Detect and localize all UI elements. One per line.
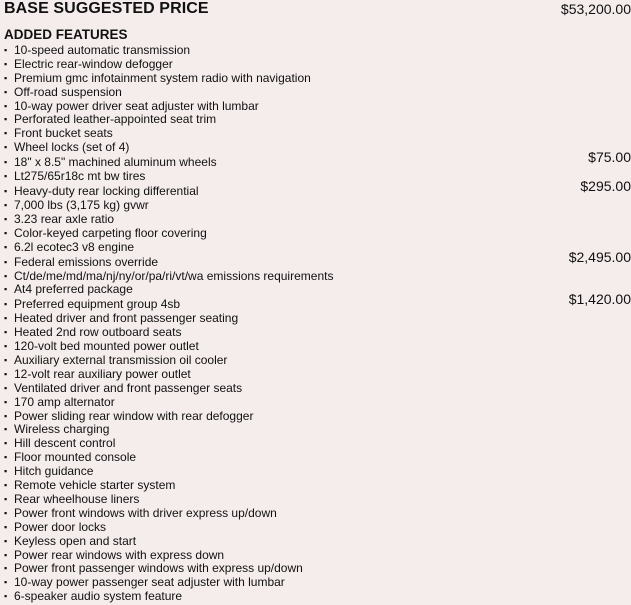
- bullet-icon: ▪: [4, 535, 8, 546]
- feature-item: [4, 410, 631, 424]
- feature-label: Electric rear-window defogger: [14, 56, 173, 71]
- feature-label: Hill descent control: [14, 436, 116, 451]
- bullet-icon: ▪: [4, 563, 8, 574]
- feature-item: [4, 549, 631, 563]
- bullet-icon: ▪: [4, 114, 8, 125]
- feature-item: [4, 227, 631, 241]
- feature-label: Power front passenger windows with express up/down: [14, 561, 303, 576]
- feature-label: 18" x 8.5" machined aluminum wheels: [14, 155, 217, 170]
- feature-item: [4, 141, 631, 155]
- feature-label: 170 amp alternator: [14, 394, 115, 409]
- feature-item: [4, 590, 631, 604]
- feature-item: [4, 241, 631, 255]
- feature-label: Wireless charging: [14, 422, 110, 437]
- bullet-icon: ▪: [4, 100, 8, 111]
- feature-item: [4, 521, 631, 535]
- feature-label: Keyless open and start: [14, 533, 137, 548]
- feature-label: Power front windows with driver express up/down: [14, 505, 277, 520]
- feature-price: $75.00: [588, 149, 631, 166]
- feature-item: [4, 86, 631, 100]
- bullet-icon: ▪: [4, 382, 8, 393]
- bullet-icon: ▪: [4, 157, 8, 168]
- bullet-icon: ▪: [4, 270, 8, 281]
- feature-label: Power rear windows with express down: [14, 547, 225, 562]
- feature-item: [4, 270, 631, 284]
- bullet-icon: ▪: [4, 256, 8, 267]
- feature-label: Rear wheelhouse liners: [14, 491, 140, 506]
- added-features-title: ADDED FEATURES: [4, 27, 128, 42]
- base-price-value: $53,200.00: [560, 1, 631, 17]
- feature-label: 3.23 rear axle ratio: [14, 211, 115, 226]
- feature-item: [4, 382, 631, 396]
- bullet-icon: ▪: [4, 186, 8, 197]
- bullet-icon: ▪: [4, 58, 8, 69]
- feature-item: [4, 340, 631, 354]
- bullet-icon: ▪: [4, 452, 8, 463]
- feature-item: [4, 44, 631, 58]
- feature-item: [4, 562, 631, 576]
- feature-item: [4, 437, 631, 451]
- feature-item: [4, 326, 631, 340]
- feature-item: [4, 423, 631, 437]
- feature-label: At4 preferred package: [14, 282, 133, 297]
- feature-item: [4, 576, 631, 590]
- feature-item: [4, 291, 631, 312]
- feature-item: [4, 58, 631, 72]
- bullet-icon: ▪: [4, 313, 8, 324]
- bullet-icon: ▪: [4, 341, 8, 352]
- feature-item: [4, 113, 631, 127]
- feature-label: 10-way power passenger seat adjuster with lumbar: [14, 575, 285, 590]
- feature-label: 6.2l ecotec3 v8 engine: [14, 239, 135, 254]
- feature-item: [4, 507, 631, 521]
- bullet-icon: ▪: [4, 128, 8, 139]
- feature-item: [4, 178, 631, 199]
- feature-label: Lt275/65r18c mt bw tires: [14, 169, 146, 184]
- feature-label: Ventilated driver and front passenger seats: [14, 380, 243, 395]
- bullet-icon: ▪: [4, 466, 8, 477]
- feature-label: Color-keyed carpeting floor covering: [14, 225, 207, 240]
- feature-item: [4, 312, 631, 326]
- bullet-icon: ▪: [4, 200, 8, 211]
- feature-label: Heavy-duty rear locking differential: [14, 184, 199, 199]
- feature-item: [4, 493, 631, 507]
- bullet-icon: ▪: [4, 396, 8, 407]
- bullet-icon: ▪: [4, 86, 8, 97]
- feature-price: $295.00: [580, 178, 631, 195]
- bullet-icon: ▪: [4, 142, 8, 153]
- bullet-icon: ▪: [4, 327, 8, 338]
- feature-label: Heated driver and front passenger seating: [14, 311, 239, 326]
- bullet-icon: ▪: [4, 72, 8, 83]
- bullet-icon: ▪: [4, 410, 8, 421]
- feature-label: Federal emissions override: [14, 254, 159, 269]
- bullet-icon: ▪: [4, 549, 8, 560]
- feature-label: Power door locks: [14, 519, 107, 534]
- feature-label: Floor mounted console: [14, 450, 137, 465]
- feature-item: [4, 283, 631, 297]
- feature-label: Premium gmc infotainment system radio with navigation: [14, 70, 311, 85]
- feature-label: Wheel locks (set of 4): [14, 140, 130, 155]
- feature-item: [4, 248, 631, 270]
- feature-label: 120-volt bed mounted power outlet: [14, 339, 199, 354]
- feature-item: [4, 199, 631, 213]
- feature-label: Power sliding rear window with rear defogger: [14, 408, 254, 423]
- features-list: [4, 44, 631, 604]
- feature-item: [4, 127, 631, 141]
- feature-label: 12-volt rear auxiliary power outlet: [14, 366, 191, 381]
- bullet-icon: ▪: [4, 284, 8, 295]
- feature-price: $1,420.00: [568, 291, 631, 308]
- feature-item: [4, 170, 631, 184]
- feature-item: [4, 72, 631, 86]
- feature-label: Hitch guidance: [14, 464, 94, 479]
- base-price-label: BASE SUGGESTED PRICE: [4, 0, 209, 17]
- bullet-icon: ▪: [4, 241, 8, 252]
- bullet-icon: ▪: [4, 577, 8, 588]
- feature-item: [4, 149, 631, 170]
- feature-label: Heated 2nd row outboard seats: [14, 325, 182, 340]
- feature-label: Auxiliary external transmission oil cooler: [14, 353, 228, 368]
- bullet-icon: ▪: [4, 355, 8, 366]
- bullet-icon: ▪: [4, 507, 8, 518]
- feature-label: Off-road suspension: [14, 84, 122, 99]
- feature-label: Perforated leather-appointed seat trim: [14, 112, 217, 127]
- bullet-icon: ▪: [4, 480, 8, 491]
- feature-item: [4, 451, 631, 465]
- feature-label: 10-speed automatic transmission: [14, 43, 191, 57]
- feature-item: [4, 465, 631, 479]
- feature-label: 7,000 lbs (3,175 kg) gvwr: [14, 198, 149, 213]
- bullet-icon: ▪: [4, 493, 8, 504]
- feature-label: Ct/de/me/md/ma/nj/ny/or/pa/ri/vt/wa emissions requirements: [14, 268, 334, 283]
- feature-item: [4, 368, 631, 382]
- feature-item: [4, 213, 631, 227]
- bullet-icon: ▪: [4, 438, 8, 449]
- bullet-icon: ▪: [4, 45, 8, 55]
- feature-label: 6-speaker audio system feature: [14, 589, 183, 604]
- bullet-icon: ▪: [4, 424, 8, 435]
- bullet-icon: ▪: [4, 299, 8, 310]
- feature-label: Front bucket seats: [14, 126, 113, 141]
- bullet-icon: ▪: [4, 521, 8, 532]
- feature-label: Preferred equipment group 4sb: [14, 297, 181, 312]
- bullet-icon: ▪: [4, 368, 8, 379]
- feature-item: [4, 396, 631, 410]
- base-price-row: [4, 0, 631, 20]
- bullet-icon: ▪: [4, 227, 8, 238]
- feature-item: [4, 354, 631, 368]
- bullet-icon: ▪: [4, 591, 8, 602]
- feature-item: [4, 100, 631, 114]
- feature-price: $2,495.00: [568, 248, 631, 265]
- bullet-icon: ▪: [4, 213, 8, 224]
- feature-label: Remote vehicle starter system: [14, 478, 176, 493]
- bullet-icon: ▪: [4, 171, 8, 182]
- feature-item: [4, 479, 631, 493]
- feature-item: [4, 535, 631, 549]
- feature-label: 10-way power driver seat adjuster with lumbar: [14, 98, 259, 113]
